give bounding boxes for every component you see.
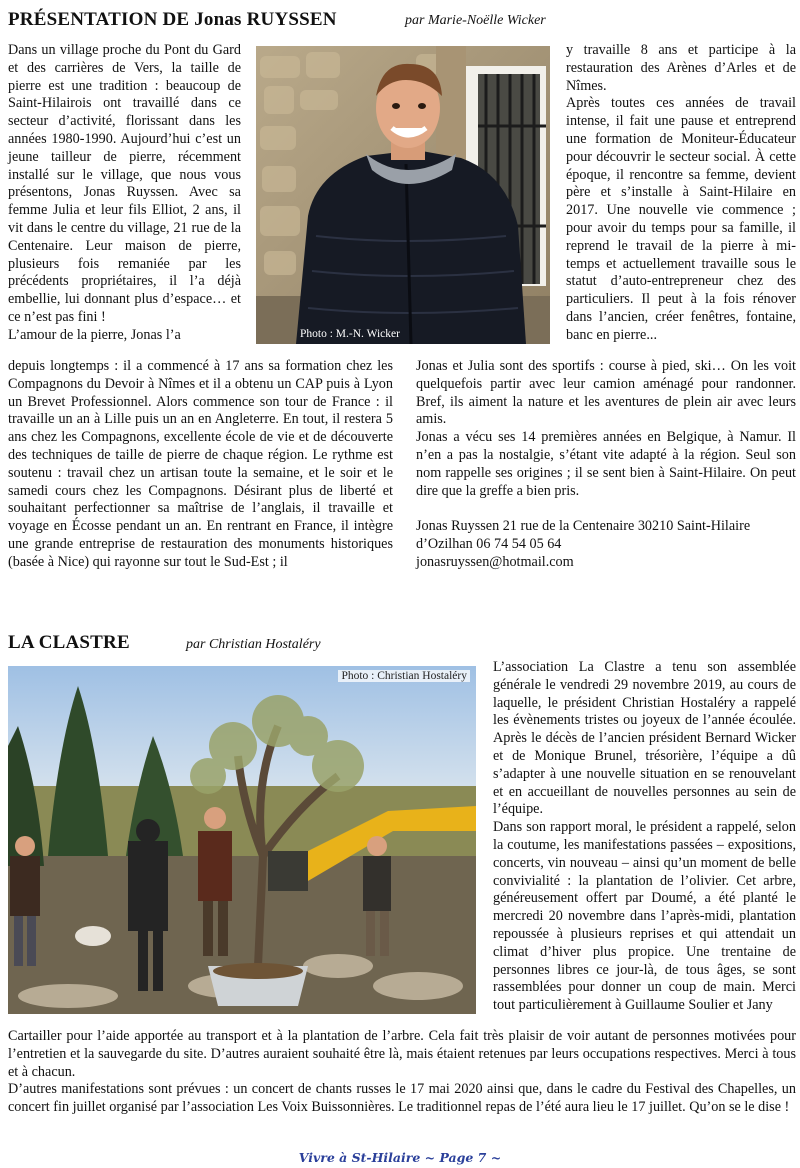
article2-paragraph-report: Dans son rapport moral, le président a rappelé, selon la coutume, les manifestations passées – expositions, concerts, vin nouveau – ainsi qu’un moment de belle convivialité : la plantation de l’olivier. Cet arbre, généreusement offert par Doumé, a été planté le mercredi 20 novembre dans l’après-midi, plantation repoussée à plusieurs reprises et qui attendait un climat d’hiver plus propice. Une trentaine de personnes libres ce jour-là, de tous âges, se sont rassemblées pour donner un coup de main. Merci tout particulièrement à Guillaume Soulier et Jany bbox=[493, 819, 796, 1014]
article1-photo bbox=[256, 46, 550, 344]
article2-photo-credit: Photo : Christian Hostaléry bbox=[338, 670, 470, 682]
article2-byline: par Christian Hostaléry bbox=[186, 637, 321, 652]
olive-planting-illustration bbox=[8, 666, 476, 1014]
article2-photo bbox=[8, 666, 476, 1014]
article2-paragraph-assembly: L’association La Clastre a tenu son assemblée générale le vendredi 29 novembre 2019, au cours de laquelle, le président Christian Hostaléry a rappelé les évènements tristes ou joyeux de l’année écoulée. Après le décès de l’ancien président Bernard Wicker et de Monique Brunel, trésorière, l’équipe a dû s’adapter à une nouvelle situation en se renouvelant et en accueillant de nouvelles personnes au sein de l’équipe. bbox=[493, 659, 796, 818]
article2-title: LA CLASTRE bbox=[8, 632, 130, 653]
article1-byline: par Marie-Noëlle Wicker bbox=[405, 13, 546, 28]
article1-middle-right bbox=[416, 358, 796, 572]
article2-right-column bbox=[493, 659, 796, 1015]
article1-middle-left bbox=[8, 358, 393, 572]
contact-address: Jonas Ruyssen 21 rue de la Centenaire 30210 Saint-Hilaire bbox=[416, 518, 751, 535]
article2-full-width bbox=[8, 1028, 796, 1117]
article1-paragraph-arenes: y travaille 8 ans et participe à la restauration des Arènes d’Arles et de Nîmes. bbox=[566, 42, 796, 94]
article1-paragraph-sports: Jonas et Julia sont des sportifs : course à pied, ski… On les voit quelquefois partir avec leur camion aménagé pour randonner. Bref, ils aiment la nature et les aventures de plein air avec leurs amis. bbox=[416, 358, 796, 428]
article1-photo-credit: Photo : M.-N. Wicker bbox=[300, 328, 400, 340]
article1-paragraph-career: depuis longtemps : il a commencé à 17 ans sa formation chez les Compagnons du Devoir à Nîmes et il a obtenu un CAP puis à Lyon un Brevet Professionnel. Alors commence son tour de France : il travaille un an à Lille puis un an en Angleterre. En tout, il restera 5 ans chez les Compagnons, excellente école de vie et de découverte des techniques de taille de pierre de chaque région. Le rythme est soutenu : travail chez un artisan toute la semaine, et le soir et le samedi cours chez les Compagnons. Désirant plus de liberté et souhaitant perfectionner sa maîtrise de l’anglais, il travaille et voyage en Écosse pendant un an. En rentrant en France, il intègre une grande entreprise de restauration des monuments historiques (basée à Nice) qui rayonne sur tout le Sud-Est ; il bbox=[8, 358, 393, 570]
contact-phone: d’Ozilhan 06 74 54 05 64 bbox=[416, 536, 562, 553]
portrait-illustration bbox=[256, 46, 550, 344]
page-footer: Vivre à St-Hilaire ~ Page 7 ~ bbox=[298, 1150, 502, 1165]
article2-paragraph-events: D’autres manifestations sont prévues : un concert de chants russes le 17 mai 2020 ainsi que, dans le cadre du Festival des Chapelles, un concert fin juillet organisé par l’association Les Voix Buissonnières. Le traditionnel repas de l’été aura lieu le 17 juillet. Qu’on se le dise ! bbox=[8, 1081, 796, 1116]
spacer bbox=[416, 500, 796, 518]
article1-paragraph-pause: Après toutes ces années de travail intense, il fait une pause et entreprend une formation de Moniteur-Éducateur pour découvrir le secteur social. À cette époque, il rencontre sa femme, devient père et s’installe à Saint-Hilaire en 2017. Une nouvelle vie commence ; pour avoir du temps pour sa famille, il reprend le travail de la pierre à mi-temps et actuellement travaille sous le statut d’auto-entrepreneur chez des particuliers. Il peut à la fois rénover dans l’ancien, créer fenêtres, fontaine, banc en pierre... bbox=[566, 95, 796, 343]
article1-right-column bbox=[566, 42, 796, 345]
article1-paragraph-intro: Dans un village proche du Pont du Gard et des carrières de Vers, la taille de pierre est une tradition : beaucoup de Saint-Hilairois ont travaillé dans ce secteur d’activité, florissant dans les années 1980-1990. Aujourd’hui c’est un jeune tailleur de pierre, récemment installé sur le village, que nous vous présentons, Jonas Ruyssen. Avec sa femme Julia et leur fils Elliot, 2 ans, il vit dans le centre du village, 21 rue de la Centenaire. Leur maison de pierre, plusieurs fois remaniée par les précédents propriétaires, il l’a déjà embellie, lui donnant plus d’espace… et ce n’est pas fini ! bbox=[8, 42, 241, 325]
article1-title: PRÉSENTATION DE Jonas RUYSSEN bbox=[8, 9, 337, 30]
contact-email[interactable]: jonasruyssen@hotmail.com bbox=[416, 553, 574, 570]
article1-left-column bbox=[8, 42, 241, 345]
article1-paragraph-love: L’amour de la pierre, Jonas l’a bbox=[8, 326, 181, 343]
article1-paragraph-belgium: Jonas a vécu ses 14 premières années en Belgique, à Namur. Il n’en a pas la nostalgie, s’étant vite adapté à la région. Seul son nom rappelle ses origines ; il se sent bien à Saint-Hilaire. On peut dire que la greffe a bien pris. bbox=[416, 429, 796, 499]
article2-paragraph-thanks: Cartailler pour l’aide apportée au transport et à la plantation de l’arbre. Cela fait très plaisir de voir autant de personnes motivées pour l’entretien et la sauvegarde du site. D’autres auraient souhaité être là, mais étaient retenues par leurs occupations respectives. Merci à tous et à chacun. bbox=[8, 1028, 796, 1080]
